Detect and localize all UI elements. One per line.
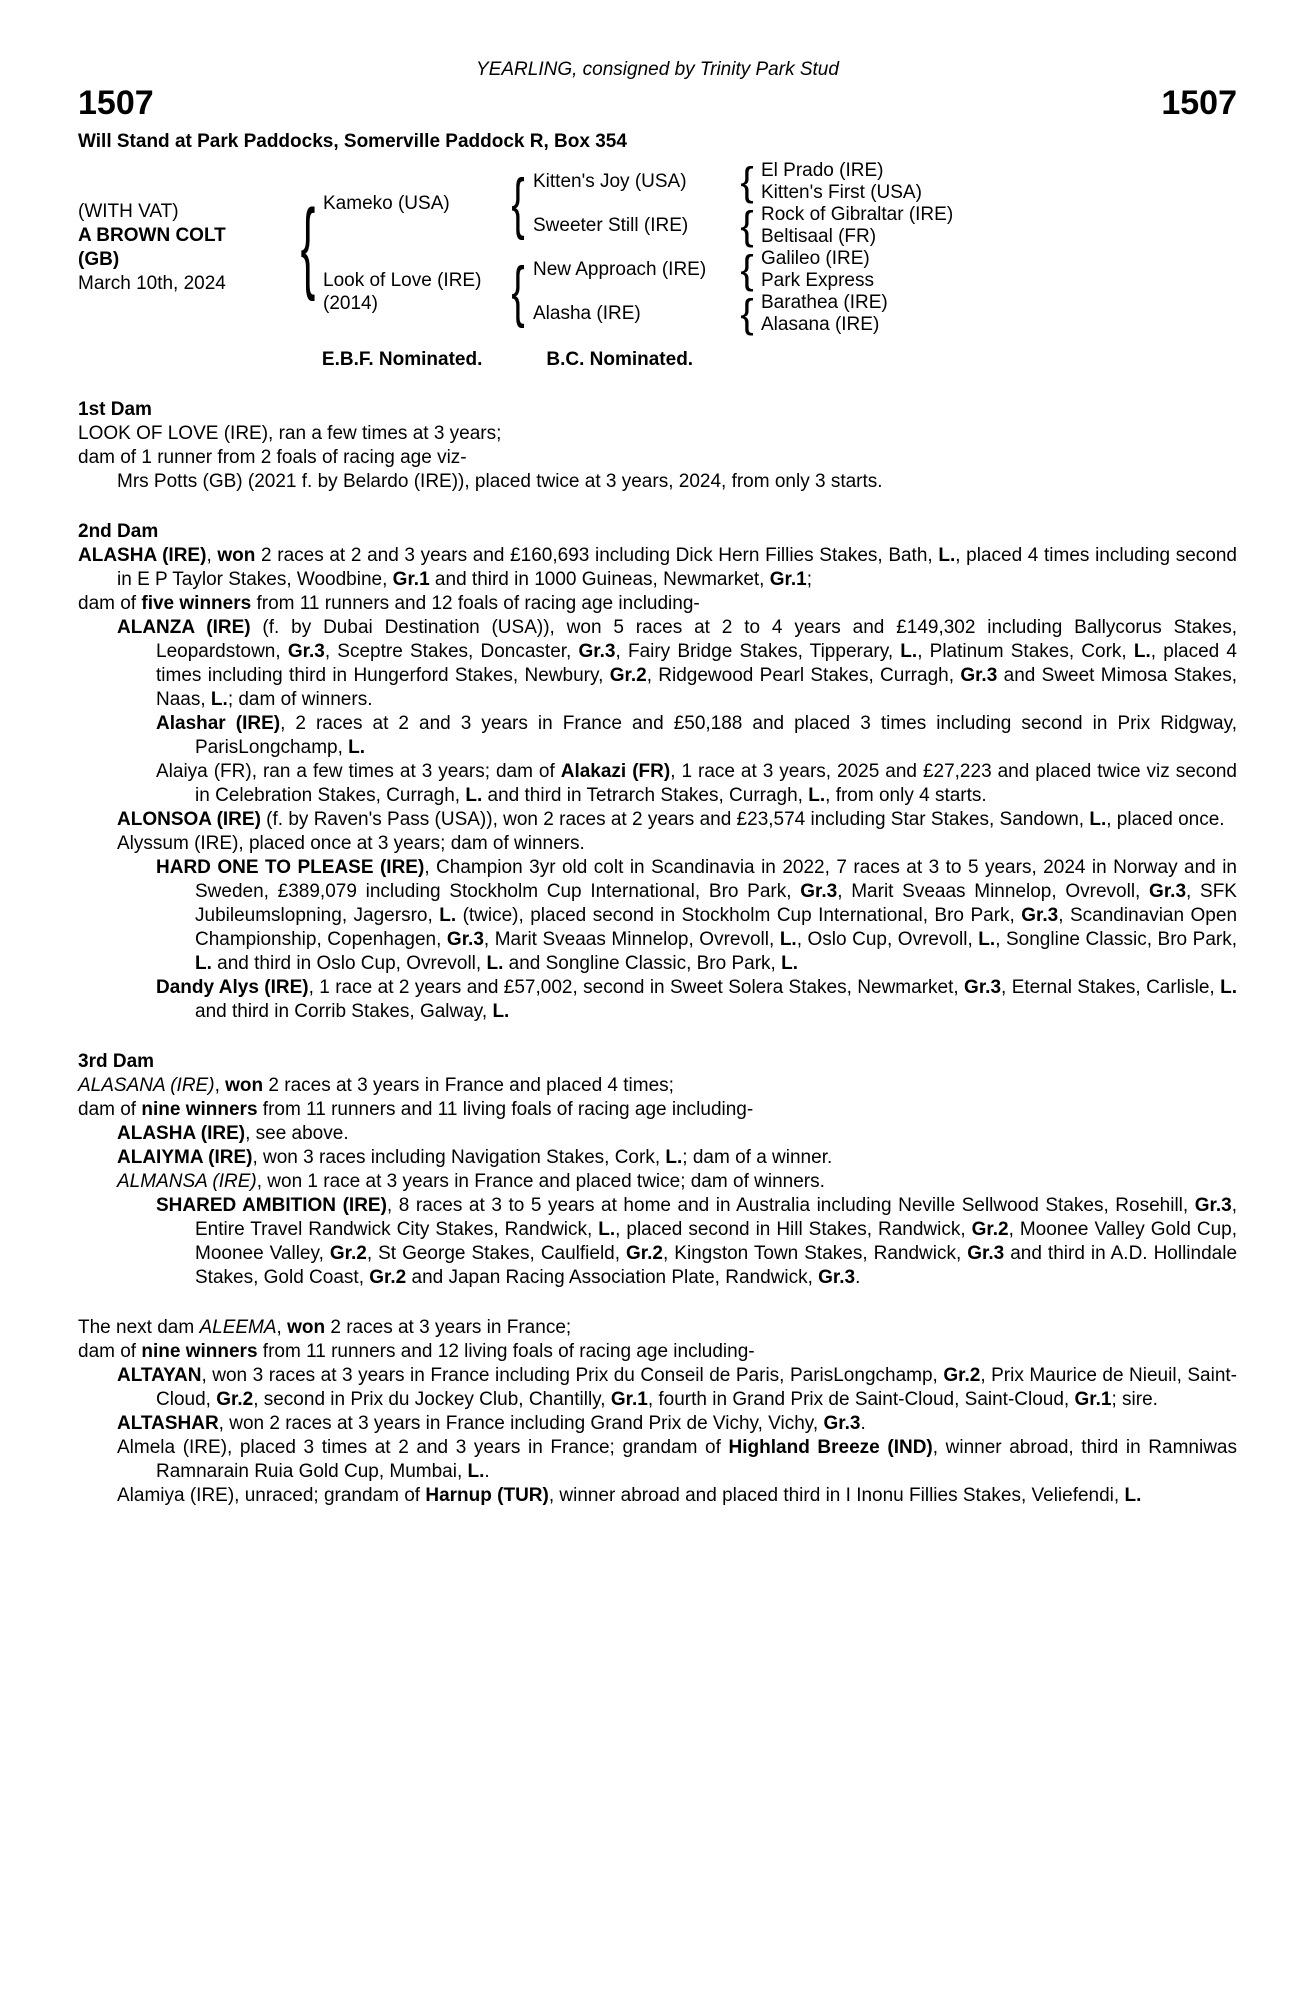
emphasized-text: Gr.1 bbox=[769, 569, 807, 590]
dam-year: (2014) bbox=[323, 293, 378, 314]
emphasized-text: ALONSOA (IRE) bbox=[117, 809, 261, 830]
brace-icon: { bbox=[740, 248, 754, 292]
pedigree-brace-gg4 bbox=[733, 292, 761, 336]
emphasized-text: Gr.3 bbox=[1194, 1195, 1232, 1216]
catalogue-paragraph: ALASHA (IRE), won 2 races at 2 and 3 years and £160,693 including Dick Hern Fillies Stakes, Bath, L., placed 4 times including second in E P Taylor Stakes, Woodbine, Gr.1 and third in 1000 Guineas, Newmarket, Gr.1; bbox=[78, 545, 1237, 590]
emphasized-text: L. bbox=[781, 953, 798, 974]
catalogue-paragraph: HARD ONE TO PLEASE (IRE), Champion 3yr old colt in Scandinavia in 2022, 7 races at 3 to 5 years, 2024 in Norway and in Sweden, £389,079 including Stockholm Cup International, Bro Park, Gr.3, Marit Sveaas Minnelop, Ovrevoll, Gr.3, SFK Jubileumslopning, Jagersro, L. (twice), placed second in Stockholm Cup International, Bro Park, Gr.3, Scandinavian Open Championship, Copenhagen, Gr.3, Marit Sveaas Minnelop, Ovrevoll, L., Oslo Cup, Ovrevoll, L., Songline Classic, Bro Park, L. and third in Oslo Cup, Ovrevoll, L. and Songline Classic, Bro Park, L. bbox=[156, 857, 1238, 974]
section-heading: 2nd Dam bbox=[78, 521, 159, 542]
great-grandparent: Alasana (IRE) bbox=[761, 314, 880, 335]
lot-number-right: 1507 bbox=[1161, 84, 1237, 122]
emphasized-text: won bbox=[287, 1317, 326, 1338]
catalogue-body bbox=[78, 398, 1237, 1508]
catalogue-paragraph: ALTAYAN, won 3 races at 3 years in France including Prix du Conseil de Paris, ParisLongchamp, Gr.2, Prix Maurice de Nieuil, Saint-Cloud, Gr.2, second in Prix du Jockey Club, Chantilly, Gr.1, fourth in Grand Prix de Saint-Cloud, Saint-Cloud, Gr.1; sire. bbox=[117, 1365, 1237, 1410]
pedigree-brace-parents bbox=[293, 160, 323, 336]
emphasized-text: Gr.2 bbox=[609, 665, 647, 686]
catalogue-paragraph: SHARED AMBITION (IRE), 8 races at 3 to 5 years at home and in Australia including Neville Sellwood Stakes, Rosehill, Gr.3, Entire Travel Randwick City Stakes, Randwick, L., placed second in Hill Stakes, Randwick, Gr.2, Moonee Valley Gold Cup, Moonee Valley, Gr.2, St George Stakes, Caulfield, Gr.2, Kingston Town Stakes, Randwick, Gr.3 and third in A.D. Hollindale Stakes, Gold Coast, Gr.2 and Japan Racing Association Plate, Randwick, Gr.3. bbox=[156, 1195, 1238, 1288]
emphasized-text: L. bbox=[465, 785, 483, 806]
dam-section bbox=[78, 1316, 1237, 1508]
emphasized-text: Gr.2 bbox=[329, 1243, 367, 1264]
catalogue-paragraph: ALTASHAR, won 2 races at 3 years in France including Grand Prix de Vichy, Vichy, Gr.3. bbox=[117, 1413, 866, 1434]
emphasized-text: Gr.3 bbox=[964, 977, 1002, 998]
catalogue-paragraph: dam of nine winners from 11 runners and 12 living foals of racing age including- bbox=[78, 1341, 755, 1362]
emphasized-text: L. bbox=[439, 905, 457, 926]
catalogue-paragraph: dam of nine winners from 11 runners and 11 living foals of racing age including- bbox=[78, 1099, 754, 1120]
emphasized-text: ALMANSA (IRE) bbox=[117, 1171, 257, 1192]
emphasized-text: Gr.3 bbox=[960, 665, 998, 686]
granddam-paternal: Sweeter Still (IRE) bbox=[533, 215, 689, 236]
emphasized-text: Gr.3 bbox=[967, 1243, 1005, 1264]
catalogue-paragraph: dam of 1 runner from 2 foals of racing age viz- bbox=[78, 447, 467, 468]
nominations-row bbox=[78, 348, 1237, 372]
catalogue-paragraph: ALAIYMA (IRE), won 3 races including Navigation Stakes, Cork, L.; dam of a winner. bbox=[117, 1147, 833, 1168]
emphasized-text: Highland Breeze (IND) bbox=[728, 1437, 933, 1458]
great-grandparent: Beltisaal (FR) bbox=[761, 226, 877, 247]
emphasized-text: Gr.3 bbox=[1149, 881, 1187, 902]
catalogue-paragraph: Alyssum (IRE), placed once at 3 years; dam of winners. bbox=[117, 833, 585, 854]
emphasized-text: L. bbox=[900, 641, 918, 662]
catalogue-paragraph: Dandy Alys (IRE), 1 race at 2 years and £57,002, second in Sweet Solera Stakes, Newmarket, Gr.3, Eternal Stakes, Carlisle, L. and third in Corrib Stakes, Galway, L. bbox=[156, 977, 1237, 1022]
dam-section bbox=[78, 398, 1237, 494]
emphasized-text: Alashar (IRE) bbox=[156, 713, 281, 734]
emphasized-text: L. bbox=[195, 953, 212, 974]
emphasized-text: ALASHA (IRE) bbox=[117, 1123, 246, 1144]
colt-country-suffix: (GB) bbox=[78, 249, 120, 270]
brace-icon: { bbox=[511, 254, 525, 330]
emphasized-text: HARD ONE TO PLEASE (IRE) bbox=[156, 857, 425, 878]
lot-number-left: 1507 bbox=[78, 84, 154, 122]
catalogue-paragraph: Mrs Potts (GB) (2021 f. by Belardo (IRE)), placed twice at 3 years, 2024, from only 3 starts. bbox=[117, 471, 883, 492]
lot-number-row bbox=[78, 84, 1237, 122]
emphasized-text: won bbox=[225, 1075, 264, 1096]
emphasized-text: Gr.3 bbox=[823, 1413, 861, 1434]
brace-icon: { bbox=[300, 190, 316, 304]
dam-section bbox=[78, 520, 1237, 1024]
vat-note: (WITH VAT) bbox=[78, 201, 179, 222]
emphasized-text: Gr.2 bbox=[369, 1267, 407, 1288]
emphasized-text: ALTAYAN bbox=[117, 1365, 202, 1386]
emphasized-text: ALTASHAR bbox=[117, 1413, 219, 1434]
emphasized-text: Gr.3 bbox=[818, 1267, 856, 1288]
emphasized-text: L. bbox=[779, 929, 797, 950]
great-grandparent: Kitten's First (USA) bbox=[761, 182, 922, 203]
great-grandparent: Barathea (IRE) bbox=[761, 292, 888, 313]
emphasized-text: L. bbox=[348, 737, 366, 758]
brace-icon: { bbox=[740, 160, 754, 204]
granddam-maternal: Alasha (IRE) bbox=[533, 303, 641, 324]
emphasized-text: L. bbox=[938, 545, 956, 566]
emphasized-text: ALASHA (IRE) bbox=[78, 545, 207, 566]
brace-icon: { bbox=[740, 292, 754, 336]
pedigree-brace-gg3 bbox=[733, 248, 761, 292]
emphasized-text: L. bbox=[978, 929, 996, 950]
emphasized-text: L. bbox=[1124, 1485, 1142, 1506]
pedigree-brace-dam-side bbox=[503, 248, 533, 336]
pedigree-table bbox=[78, 160, 1237, 336]
emphasized-text: five winners bbox=[141, 593, 252, 614]
grandsire-paternal: Kitten's Joy (USA) bbox=[533, 171, 687, 192]
emphasized-text: SHARED AMBITION (IRE) bbox=[156, 1195, 387, 1216]
emphasized-text: Gr.3 bbox=[800, 881, 838, 902]
brace-icon: { bbox=[740, 204, 754, 248]
emphasized-text: Harnup (TUR) bbox=[425, 1485, 549, 1506]
emphasized-text: ALANZA (IRE) bbox=[117, 617, 251, 638]
emphasized-text: ALAIYMA (IRE) bbox=[117, 1147, 253, 1168]
grandsire-maternal: New Approach (IRE) bbox=[533, 259, 707, 280]
catalogue-paragraph: Alamiya (IRE), unraced; grandam of Harnup (TUR), winner abroad and placed third in I Inonu Fillies Stakes, Veliefendi, L. bbox=[117, 1485, 1142, 1506]
bc-nomination: B.C. Nominated. bbox=[546, 349, 694, 370]
sire-name: Kameko (USA) bbox=[323, 193, 450, 214]
section-heading: 3rd Dam bbox=[78, 1051, 155, 1072]
catalogue-paragraph: ALANZA (IRE) (f. by Dubai Destination (USA)), won 5 races at 2 to 4 years and £149,302 including Ballycorus Stakes, Leopardstown, Gr.3, Sceptre Stakes, Doncaster, Gr.3, Fairy Bridge Stakes, Tipperary, L., Platinum Stakes, Cork, L., placed 4 times including third in Hungerford Stakes, Newbury, Gr.2, Ridgewood Pearl Stakes, Curragh, Gr.3 and Sweet Mimosa Stakes, Naas, L.; dam of winners. bbox=[117, 617, 1237, 710]
emphasized-text: L. bbox=[598, 1219, 616, 1240]
emphasized-text: Gr.1 bbox=[1074, 1389, 1112, 1410]
catalogue-paragraph: ALASHA (IRE), see above. bbox=[117, 1123, 349, 1144]
section-heading: 1st Dam bbox=[78, 399, 152, 420]
colt-foaling-date: March 10th, 2024 bbox=[78, 273, 226, 294]
emphasized-text: Gr.3 bbox=[287, 641, 325, 662]
stand-location-line: Will Stand at Park Paddocks, Somerville Paddock R, Box 354 bbox=[78, 131, 627, 152]
emphasized-text: L. bbox=[467, 1461, 485, 1482]
colt-info bbox=[78, 160, 293, 336]
emphasized-text: ALEEMA bbox=[199, 1317, 277, 1338]
great-grandparent: El Prado (IRE) bbox=[761, 160, 884, 181]
emphasized-text: Gr.2 bbox=[971, 1219, 1009, 1240]
emphasized-text: Dandy Alys (IRE) bbox=[156, 977, 309, 998]
emphasized-text: nine winners bbox=[141, 1099, 258, 1120]
emphasized-text: L. bbox=[1220, 977, 1237, 998]
catalogue-paragraph: ALONSOA (IRE) (f. by Raven's Pass (USA)), won 2 races at 2 years and £23,574 including Star Stakes, Sandown, L., placed once. bbox=[117, 809, 1225, 830]
emphasized-text: Gr.2 bbox=[943, 1365, 981, 1386]
emphasized-text: Gr.1 bbox=[392, 569, 430, 590]
colt-description: A BROWN COLT bbox=[78, 225, 226, 246]
emphasized-text: L. bbox=[808, 785, 826, 806]
emphasized-text: nine winners bbox=[141, 1341, 258, 1362]
emphasized-text: Gr.3 bbox=[1021, 905, 1059, 926]
catalogue-paragraph: dam of five winners from 11 runners and 12 foals of racing age including- bbox=[78, 593, 700, 614]
emphasized-text: won bbox=[217, 545, 256, 566]
catalogue-paragraph: ALASANA (IRE), won 2 races at 3 years in France and placed 4 times; bbox=[78, 1075, 674, 1096]
catalogue-paragraph: The next dam ALEEMA, won 2 races at 3 years in France; bbox=[78, 1317, 572, 1338]
emphasized-text: Alakazi (FR) bbox=[560, 761, 671, 782]
emphasized-text: Gr.2 bbox=[626, 1243, 664, 1264]
emphasized-text: Gr.2 bbox=[216, 1389, 254, 1410]
emphasized-text: ALASANA (IRE) bbox=[78, 1075, 215, 1096]
consignor-line: YEARLING, consigned by Trinity Park Stud bbox=[476, 59, 839, 80]
emphasized-text: L. bbox=[1133, 641, 1151, 662]
dam-section bbox=[78, 1050, 1237, 1290]
emphasized-text: L. bbox=[210, 689, 228, 710]
great-grandparent: Galileo (IRE) bbox=[761, 248, 870, 269]
pedigree-brace-sire-side bbox=[503, 160, 533, 248]
emphasized-text: Gr.3 bbox=[578, 641, 616, 662]
dam-name bbox=[323, 248, 503, 336]
emphasized-text: Gr.1 bbox=[610, 1389, 648, 1410]
catalogue-paragraph: Almela (IRE), placed 3 times at 2 and 3 years in France; grandam of Highland Breeze (IND), winner abroad, third in Ramniwas Ramnarain Ruia Gold Cup, Mumbai, L.. bbox=[117, 1437, 1237, 1482]
ebf-nomination: E.B.F. Nominated. bbox=[321, 349, 483, 370]
emphasized-text: L. bbox=[1089, 809, 1107, 830]
emphasized-text: L. bbox=[665, 1147, 683, 1168]
great-grandparent: Park Express bbox=[761, 270, 874, 291]
emphasized-text: L. bbox=[486, 953, 504, 974]
catalogue-paragraph: Alashar (IRE), 2 races at 2 and 3 years in France and £50,188 and placed 3 times including second in Prix Ridgway, ParisLongchamp, L. bbox=[156, 713, 1237, 758]
catalogue-paragraph: ALMANSA (IRE), won 1 race at 3 years in France and placed twice; dam of winners. bbox=[117, 1171, 825, 1192]
emphasized-text: Gr.3 bbox=[446, 929, 484, 950]
catalogue-paragraph: LOOK OF LOVE (IRE), ran a few times at 3 years; bbox=[78, 423, 502, 444]
emphasized-text: L. bbox=[492, 1001, 510, 1022]
pedigree-brace-gg1 bbox=[733, 160, 761, 204]
pedigree-brace-gg2 bbox=[733, 204, 761, 248]
catalogue-paragraph: Alaiya (FR), ran a few times at 3 years; dam of Alakazi (FR), 1 race at 3 years, 2025 and £27,223 and placed twice viz second in Celebration Stakes, Curragh, L. and third in Tetrarch Stakes, Curragh, L., from only 4 starts. bbox=[156, 761, 1237, 806]
brace-icon: { bbox=[511, 166, 525, 242]
great-grandparent: Rock of Gibraltar (IRE) bbox=[761, 204, 954, 225]
dam-name-line: Look of Love (IRE) bbox=[323, 270, 482, 291]
